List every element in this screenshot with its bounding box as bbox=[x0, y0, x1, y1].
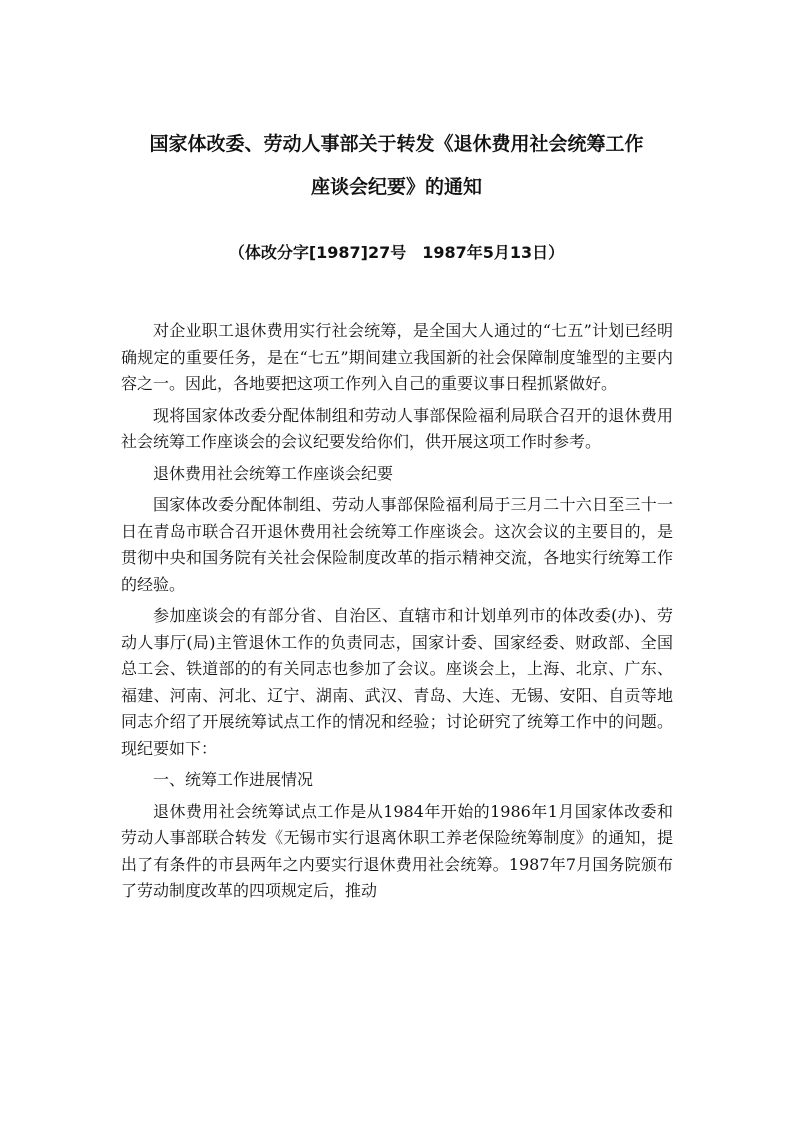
section-heading-progress: 一、统筹工作进展情况 bbox=[153, 770, 314, 789]
section-heading-minutes: 退休费用社会统筹工作座谈会纪要 bbox=[153, 463, 394, 483]
paragraph-meeting-overview: 国家体改委分配体制组、劳动人事部保险福利局于三月二十六日至三十一日在青岛市联合召开退休费用社会统筹工作座谈会。这次会议的主要目的，是贯彻中央和国务院有关社会保险制度改革的指示精神交流，各地实行统筹工作的经验。 bbox=[121, 495, 673, 594]
paragraph-forwarding-note: 现将国家体改委分配体制组和劳动人事部保险福利局联合召开的退休费用社会统筹工作座谈会的会议纪要发给你们，供开展这项工作时参考。 bbox=[121, 405, 673, 451]
paragraph-intro: 对企业职工退休费用实行社会统筹，是全国大人通过的“七五”计划已经明确规定的重要任务，是在“七五”期间建立我国新的社会保障制度雏型的主要内容之一。因此，各地要把这项工作列入自己的重要议事日程抓紧做好。 bbox=[121, 321, 673, 393]
paragraph-participants: 参加座谈会的有部分省、自治区、直辖市和计划单列市的体改委(办)、劳动人事厅(局)主管退休工作的负责同志，国家计委、国家经委、财政部、全国总工会、铁道部的的有关同志也参加了会议。座谈会上，上海、北京、广东、福建、河南、河北、辽宁、湖南、武汉、青岛、大连、无锡、安阳、自贡等地同志介绍了开展统筹试点工作的情况和经验；讨论研究了统筹工作中的问题。现纪要如下： bbox=[121, 606, 673, 758]
document-title-line-2: 座谈会纪要》的通知 bbox=[310, 176, 482, 198]
document-reference-number: （体改分字[1987]27号 1987年5月13日） bbox=[228, 243, 565, 262]
document-body bbox=[121, 318, 673, 910]
document-title-line-1: 国家体改委、劳动人事部关于转发《退休费用社会统筹工作 bbox=[149, 133, 644, 155]
paragraph-progress: 退休费用社会统筹试点工作是从1984年开始的1986年1月国家体改委和劳动人事部联合转发《无锡市实行退离休职工养老保险统筹制度》的通知，提出了有条件的市县两年之内要实行退休费用社会统筹。1987年7月国务院颁布了劳动制度改革的四项规定后，推动 bbox=[121, 801, 673, 900]
